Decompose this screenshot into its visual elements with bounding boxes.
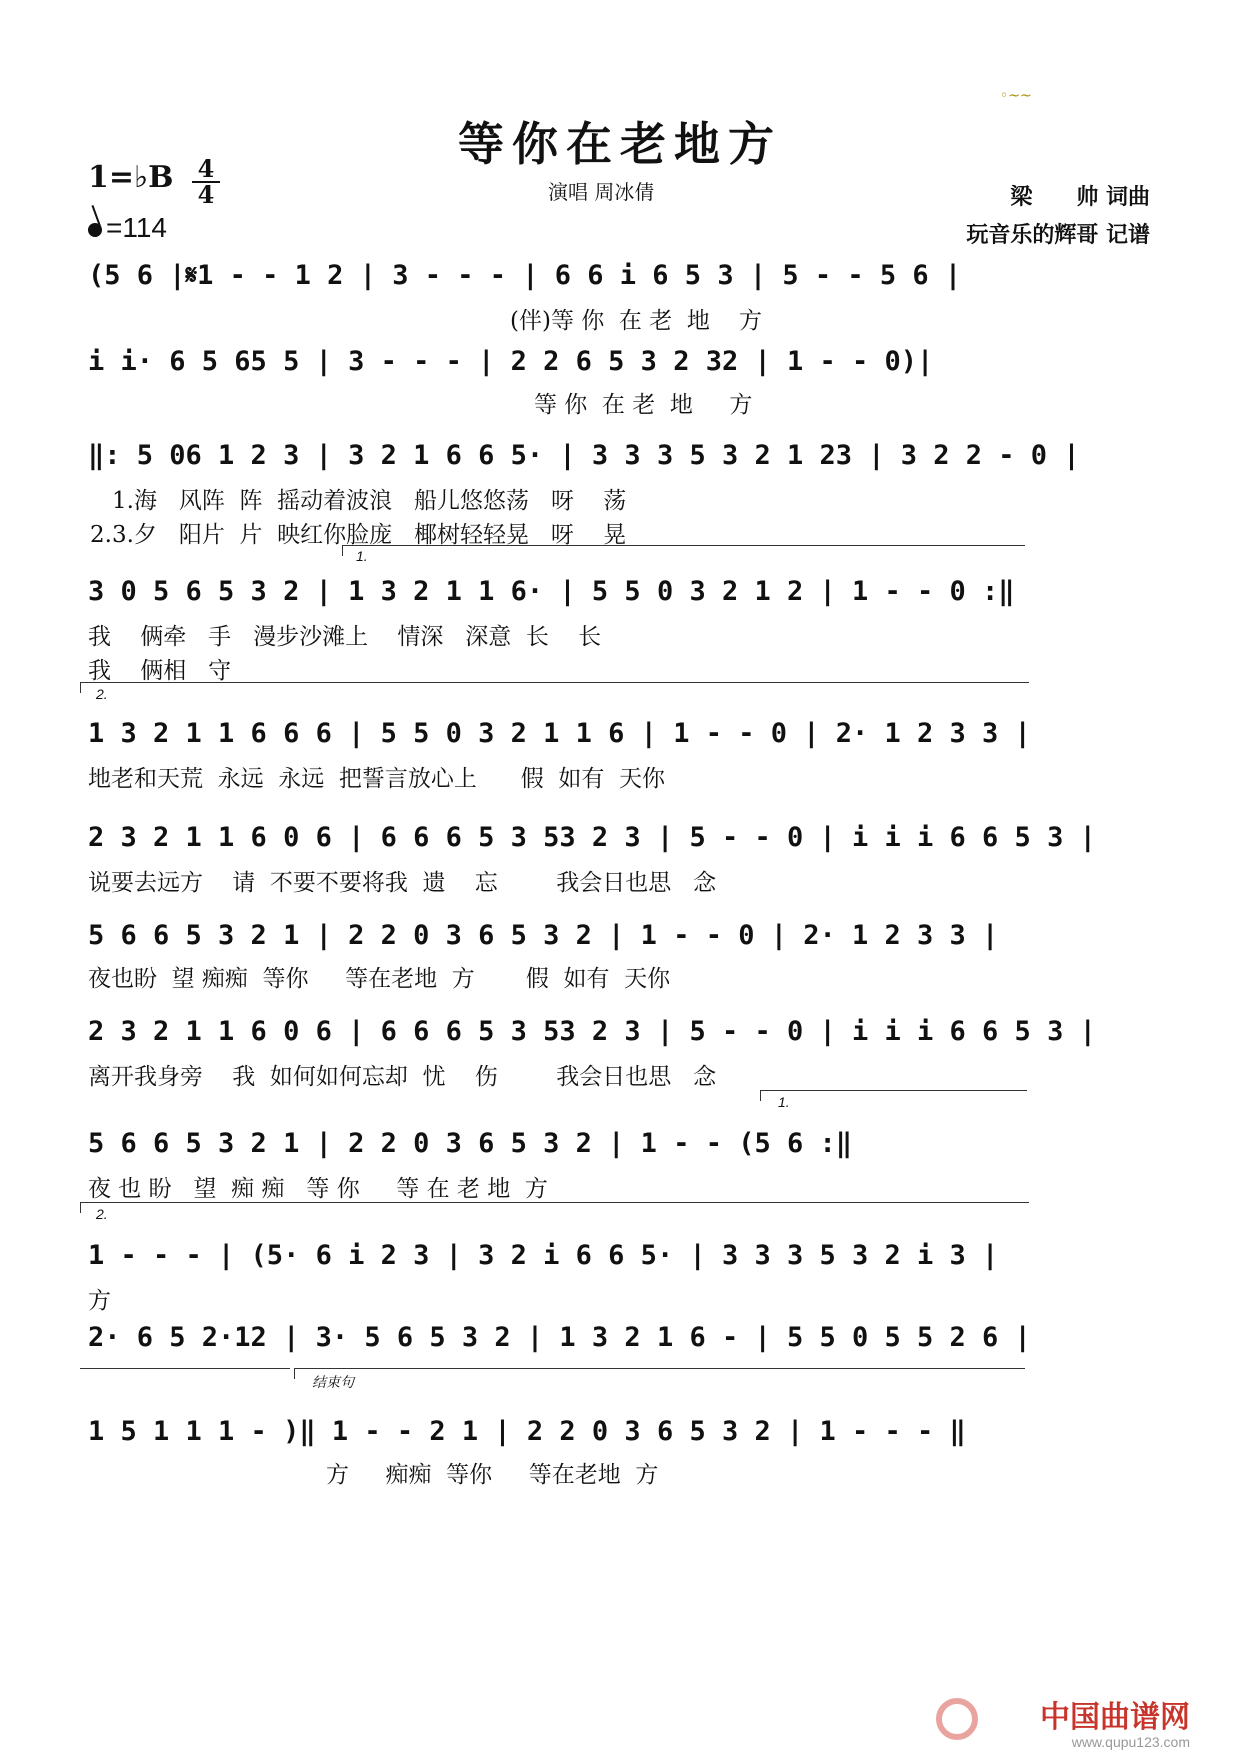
transcriber-credit: 玩音乐的辉哥 记谱: [966, 222, 1150, 248]
score-line-6: 2 3 2 1 1 6 0 6 | 6 6 6 5 3 53 2 3 | 5 - - 0 | i i i 6 6 5 3 |: [88, 822, 1096, 853]
score-line-9: 5 6 6 5 3 2 1 | 2 2 0 3 6 5 3 2 | 1 - - (5 6 :‖: [88, 1128, 853, 1159]
volta-label-1: 1.: [356, 548, 368, 564]
lyric-line-12: 方: [88, 1288, 111, 1314]
score-line-8: 2 3 2 1 1 6 0 6 | 6 6 6 5 3 53 2 3 | 5 - - 0 | i i i 6 6 5 3 |: [88, 1016, 1096, 1047]
lyric-line-13: 方 痴痴 等你 等在老地 方: [326, 1462, 659, 1488]
lyric-line-9: 夜也盼 望 痴痴 等你 等在老地 方 假 如有 天你: [88, 966, 671, 992]
score-line-3: ‖: 5 06 1 2 3 | 3 2 1 6 6 5· | 3 3 3 5 3 2 1 23 | 3 2 2 - 0 |: [88, 440, 1080, 471]
song-title: 等你在老地方: [458, 117, 782, 171]
coda-bracket-left: [80, 1368, 290, 1379]
lyric-line-1: (伴)等 你 在 老 地 方: [510, 308, 763, 334]
lyric-line-7: 地老和天荒 永远 永远 把誓言放心上 假 如有 天你: [88, 766, 665, 792]
score-line-2: i i· 6 5 65 5 | 3 - - - | 2 2 6 5 3 2 32 | 1 - - 0)|: [88, 346, 934, 377]
tempo-marking: [88, 212, 167, 244]
volta-label-4: 2.: [96, 1206, 108, 1222]
lyric-line-4: 2.3.夕 阳片 片 映红你脸庞 椰树轻轻晃 呀 晃: [90, 522, 627, 548]
volta-label-3: 1.: [778, 1094, 790, 1110]
volta-bracket-3: [760, 1090, 1027, 1101]
lyric-line-8: 说要去远方 请 不要不要将我 遗 忘 我会日也思 念: [88, 870, 717, 896]
time-top: 4: [197, 154, 215, 183]
ending-label: 结束句: [312, 1374, 354, 1390]
time-signature: [192, 154, 220, 209]
lyric-line-5: 我 俩牵 手 漫步沙滩上 情深 深意 长 长: [88, 624, 602, 650]
watermark-logo-icon: [936, 1698, 978, 1740]
volta-label-2: 2.: [96, 686, 108, 702]
coda-bracket: [294, 1368, 1025, 1379]
decoration-mark: ◦~~: [1000, 88, 1032, 104]
volta-bracket-1: [342, 545, 1025, 556]
score-line-5: 1 3 2 1 1 6 6 6 | 5 5 0 3 2 1 1 6 | 1 - - 0 | 2· 1 2 3 3 |: [88, 718, 1031, 749]
volta-bracket-2: [80, 682, 1029, 693]
watermark-url: www.qupu123.com: [1071, 1734, 1190, 1750]
time-bottom: 4: [197, 180, 215, 209]
score-line-12: 1 5 1 1 1 - )‖ 1 - - 2 1 | 2 2 0 3 6 5 3 2 | 1 - - - ‖: [88, 1416, 966, 1447]
quarter-note-icon: [86, 221, 104, 239]
score-line-1: (5 6 |𝄋1 - - 1 2 | 3 - - - | 6 6 i 6 5 3 | 5 - - 5 6 |: [88, 260, 962, 291]
key-signature: 1=♭B: [88, 160, 174, 195]
watermark-brand: 中国曲谱网: [1040, 1700, 1190, 1735]
lyric-line-6: 我 俩相 守: [88, 658, 232, 684]
volta-bracket-4: [80, 1202, 1029, 1213]
lyric-line-10: 离开我身旁 我 如何如何忘却 忧 伤 我会日也思 念: [88, 1064, 717, 1090]
singer-credit: 演唱 周冰倩: [548, 180, 655, 204]
lyric-line-3: 1.海 风阵 阵 摇动着波浪 船儿悠悠荡 呀 荡: [112, 488, 627, 514]
score-line-7: 5 6 6 5 3 2 1 | 2 2 0 3 6 5 3 2 | 1 - - 0 | 2· 1 2 3 3 |: [88, 920, 999, 951]
score-line-4: 3 0 5 6 5 3 2 | 1 3 2 1 1 6· | 5 5 0 3 2 1 2 | 1 - - 0 :‖: [88, 576, 1015, 607]
lyric-line-11: 夜 也 盼 望 痴 痴 等 你 等 在 老 地 方: [88, 1176, 548, 1202]
score-line-11: 2· 6 5 2·12 | 3· 5 6 5 3 2 | 1 3 2 1 6 - | 5 5 0 5 5 2 6 |: [88, 1322, 1031, 1353]
lyric-line-2: 等 你 在 老 地 方: [534, 392, 753, 418]
tempo-value: =114: [106, 212, 167, 243]
composer-credit: 梁 帅 词曲: [1010, 184, 1150, 210]
score-line-10: 1 - - - | (5· 6 i 2 3 | 3 2 i 6 6 5· | 3 3 3 5 3 2 i 3 |: [88, 1240, 999, 1271]
